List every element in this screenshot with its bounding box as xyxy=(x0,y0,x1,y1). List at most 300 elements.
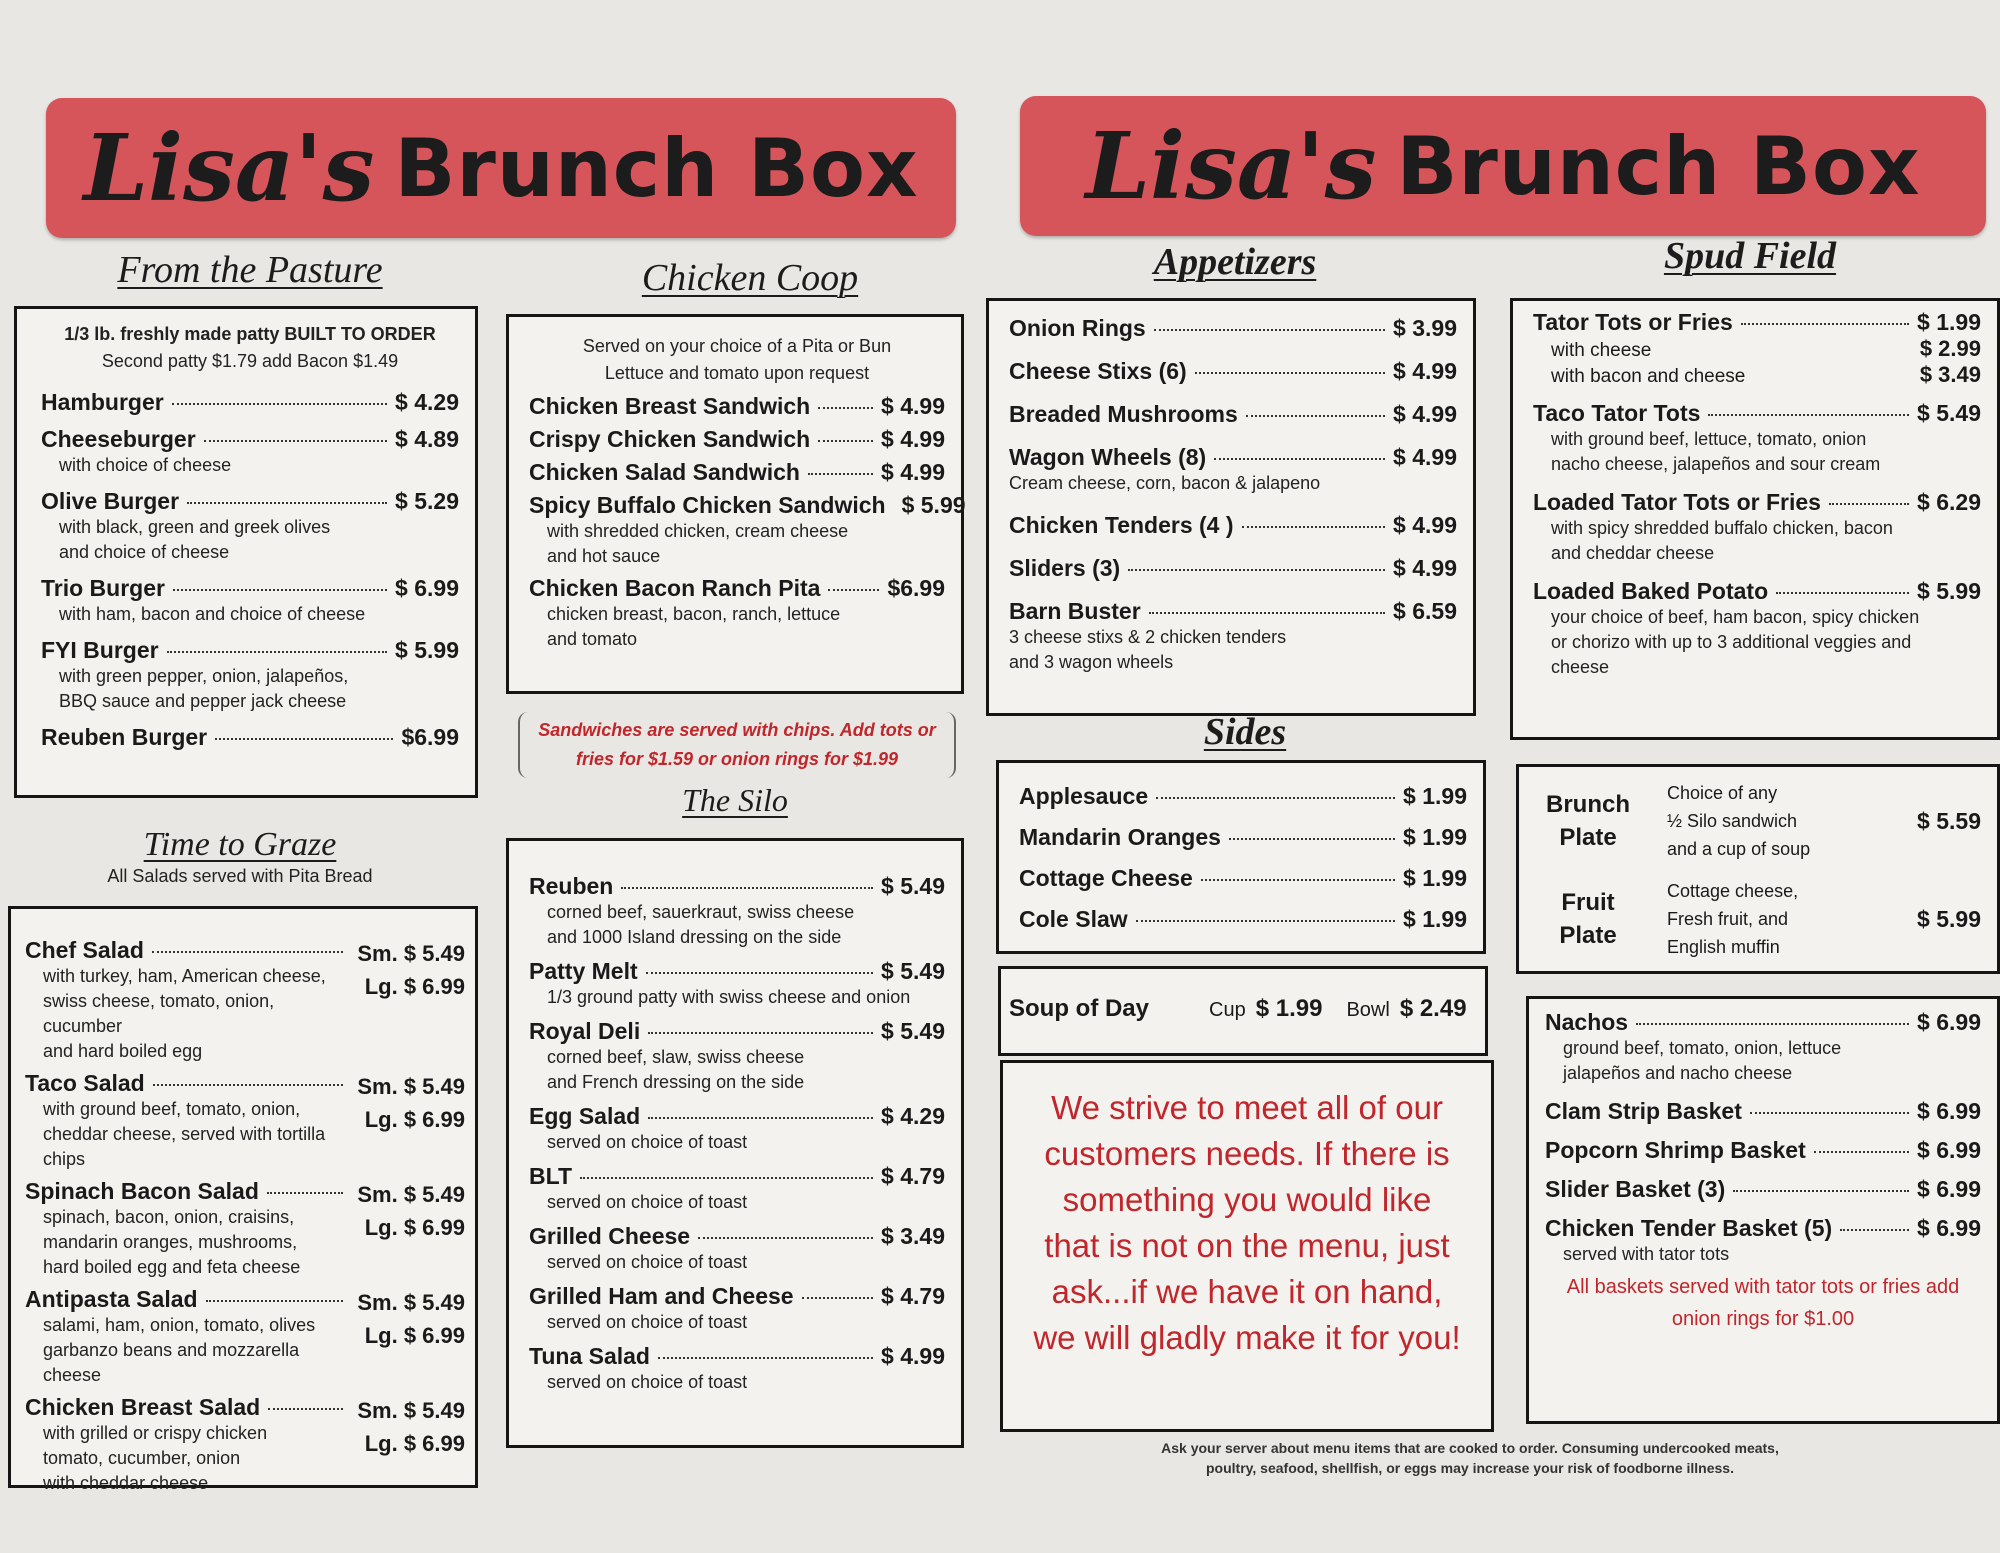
menu-item xyxy=(1545,1137,1981,1164)
menu-item-name: Chicken Tender Basket (5) xyxy=(1545,1215,1833,1241)
message-line: customers needs. If there is xyxy=(1044,1135,1450,1172)
pasture-list xyxy=(41,389,459,751)
dot-leader xyxy=(818,440,873,442)
appetizers-box xyxy=(986,298,1476,716)
menu-item-row xyxy=(1533,489,1981,516)
salad-item xyxy=(25,1178,465,1280)
menu-item-option xyxy=(1533,336,1981,362)
salad-prices xyxy=(357,1178,465,1280)
message-line: that is not on the menu, just xyxy=(1044,1227,1450,1264)
coop-intro-line: Lettuce and tomato upon request xyxy=(604,363,870,383)
dot-leader xyxy=(1829,503,1909,505)
menu-item-row xyxy=(1009,555,1457,582)
menu-item-price: $ 6.99 xyxy=(1917,1176,1981,1202)
menu-item-name: Loaded Tator Tots or Fries xyxy=(1533,489,1821,515)
menu-item-row xyxy=(529,1343,945,1370)
salad-small-price: Sm. $ 5.49 xyxy=(357,1398,465,1423)
baskets-note xyxy=(1545,1271,1981,1335)
salad-item xyxy=(25,937,465,1064)
menu-item-description: and 1000 Island dressing on the side xyxy=(547,927,842,947)
salad-small-price: Sm. $ 5.49 xyxy=(357,1182,465,1207)
menu-item xyxy=(529,1103,945,1155)
soup-cup-price: $ 1.99 xyxy=(1255,995,1323,1022)
salad-small-price: Sm. $ 5.49 xyxy=(357,1290,465,1315)
pasture-heading: From the Pasture xyxy=(117,249,383,291)
dot-leader xyxy=(818,407,873,409)
brand-script-name: Lisa's xyxy=(83,114,375,222)
menu-item-price: $ 5.99 xyxy=(395,637,459,663)
menu-item-row xyxy=(529,575,945,602)
menu-item-description: and 3 wagon wheels xyxy=(1009,652,1174,672)
menu-item xyxy=(529,958,945,1010)
menu-item xyxy=(41,637,459,714)
message xyxy=(1009,1085,1485,1361)
menu-item-row xyxy=(1009,401,1457,428)
menu-item-name: Grilled Ham and Cheese xyxy=(529,1283,794,1309)
menu-item-price: $ 5.49 xyxy=(881,873,945,899)
salad-description: with turkey, ham, American cheese, xyxy=(43,966,326,986)
coop-note xyxy=(518,712,956,778)
plate-price: $ 5.99 xyxy=(1917,905,1981,932)
dot-leader xyxy=(1195,372,1385,374)
coop-box xyxy=(506,314,964,694)
salad-description: mandarin oranges, mushrooms, xyxy=(43,1232,298,1252)
pasture-intro-line: Second patty $1.79 add Bacon $1.49 xyxy=(101,351,399,371)
coop-note-line: fries for $1.59 or onion rings for $1.99 xyxy=(575,749,899,769)
menu-item-row xyxy=(41,575,459,602)
menu-item-name: Chicken Bacon Ranch Pita xyxy=(529,575,821,601)
menu-item xyxy=(529,1283,945,1335)
soup-bowl-price: $ 2.49 xyxy=(1399,995,1467,1022)
menu-item-row xyxy=(1009,444,1457,471)
menu-item-description: or chorizo with up to 3 additional veggies and xyxy=(1551,632,1912,652)
coop-list xyxy=(529,393,966,652)
sides-list xyxy=(1019,783,1467,933)
appetizers-list xyxy=(1009,315,1457,675)
dot-leader xyxy=(808,473,873,475)
menu-item-price: $ 4.99 xyxy=(1393,401,1457,427)
pasture-box xyxy=(14,306,478,798)
menu-item-name: Crispy Chicken Sandwich xyxy=(529,426,811,452)
salad-large-price: Lg. $ 6.99 xyxy=(364,1323,465,1348)
menu-item xyxy=(41,389,459,416)
menu-item xyxy=(41,724,459,751)
salad-info xyxy=(25,937,351,1064)
menu-item-price: $ 4.99 xyxy=(1393,512,1457,538)
menu-item-row xyxy=(1019,865,1467,892)
menu-item-price: $ 4.99 xyxy=(881,1343,945,1369)
dot-leader xyxy=(1776,592,1909,594)
silo-box xyxy=(506,838,964,1448)
menu-item-row xyxy=(529,873,945,900)
plate-description-line: Cottage cheese, xyxy=(1667,881,1799,901)
menu-item-price: $ 1.99 xyxy=(1403,783,1467,809)
menu-item-price: $ 3.99 xyxy=(1393,315,1457,341)
menu-item-price: $ 6.99 xyxy=(1917,1009,1981,1035)
menu-item-name: Chicken Breast Sandwich xyxy=(529,393,811,419)
menu-item-description: corned beef, slaw, swiss cheese xyxy=(547,1047,805,1067)
dot-leader xyxy=(1733,1190,1909,1192)
salad-name: Taco Salad xyxy=(25,1070,145,1096)
menu-item xyxy=(529,426,945,453)
menu-item-price: $ 1.99 xyxy=(1403,824,1467,850)
menu-item-description: and choice of cheese xyxy=(59,542,230,562)
menu-item-description: corned beef, sauerkraut, swiss cheese xyxy=(547,902,855,922)
menu-item-description: with ham, bacon and choice of cheese xyxy=(59,604,366,624)
option-text: with bacon and cheese xyxy=(1551,366,1746,387)
menu-item-name: Wagon Wheels (8) xyxy=(1009,444,1207,470)
menu-item-name: Cheese Stixs (6) xyxy=(1009,358,1187,384)
plate-name-line: Plate xyxy=(1559,824,1617,851)
menu-item-row xyxy=(529,1018,945,1045)
salad-prices xyxy=(357,1286,465,1388)
menu-item xyxy=(1019,783,1467,810)
plate-name xyxy=(1529,788,1647,854)
menu-item-name: Loaded Baked Potato xyxy=(1533,578,1769,604)
plate-description xyxy=(1647,877,1917,961)
message-box xyxy=(1000,1060,1494,1432)
salad-name: Antipasta Salad xyxy=(25,1286,198,1312)
salad-info xyxy=(25,1070,351,1172)
menu-item xyxy=(529,1018,945,1095)
menu-item-row xyxy=(529,426,945,453)
dot-leader xyxy=(646,972,873,974)
soup-label: Soup of Day xyxy=(1009,995,1150,1022)
dot-leader xyxy=(204,440,387,442)
dot-leader xyxy=(172,403,387,405)
menu-item-price: $ 6.99 xyxy=(1917,1215,1981,1241)
dot-leader xyxy=(658,1357,873,1359)
menu-item-row xyxy=(529,393,945,420)
menu-item-price: $ 6.99 xyxy=(1917,1137,1981,1163)
menu-item xyxy=(1545,1215,1981,1267)
salad-description: with cheddar cheese xyxy=(43,1473,209,1493)
menu-item-row xyxy=(1019,906,1467,933)
menu-item-row xyxy=(1533,309,1981,336)
menu-item-price: $ 1.99 xyxy=(1403,906,1467,932)
graze-subheading: All Salads served with Pita Bread xyxy=(107,866,373,886)
message-line: something you would like xyxy=(1062,1181,1432,1218)
menu-item-price: $ 5.99 xyxy=(1917,578,1981,604)
menu-item xyxy=(1545,1009,1981,1086)
menu-item-description: nacho cheese, jalapeños and sour cream xyxy=(1551,454,1881,474)
menu-item-name: Cottage Cheese xyxy=(1019,865,1193,891)
salad-description: spinach, bacon, onion, craisins, xyxy=(43,1207,295,1227)
plates-box xyxy=(1516,764,2000,974)
option-text: with cheese xyxy=(1551,340,1652,361)
coop-intro-line: Served on your choice of a Pita or Bun xyxy=(582,336,892,356)
menu-item-row xyxy=(1545,1176,1981,1203)
graze-box xyxy=(8,906,478,1493)
menu-item-row xyxy=(1009,598,1457,625)
appetizers-heading: Appetizers xyxy=(1153,241,1317,283)
dot-leader xyxy=(1156,797,1395,799)
silo-list xyxy=(529,873,945,1395)
menu-item xyxy=(1009,358,1457,385)
menu-item-description: served on choice of toast xyxy=(547,1252,748,1272)
salad-large-price: Lg. $ 6.99 xyxy=(364,974,465,999)
plate-name-line: Plate xyxy=(1559,922,1617,949)
menu-item-description: with ground beef, lettuce, tomato, onion xyxy=(1551,429,1867,449)
dot-leader xyxy=(698,1237,873,1239)
salad-name-row xyxy=(25,1070,351,1097)
menu-item-price: $ 5.49 xyxy=(881,1018,945,1044)
menu-item xyxy=(1545,1098,1981,1125)
menu-item-name: Patty Melt xyxy=(529,958,638,984)
dot-leader xyxy=(1201,879,1395,881)
plate-description-line: Choice of any xyxy=(1667,783,1778,803)
menu-item-description: with black, green and greek olives xyxy=(59,517,331,537)
menu-item-row xyxy=(1533,578,1981,605)
menu-item-price: $ 6.99 xyxy=(395,575,459,601)
menu-item-price: $ 4.99 xyxy=(1393,444,1457,470)
dot-leader xyxy=(1229,838,1395,840)
menu-item-row xyxy=(41,389,459,416)
soup-box xyxy=(998,966,1488,1056)
soup-cup-label: Cup xyxy=(1209,999,1246,1021)
pasture-intro-line: 1/3 lb. freshly made patty BUILT TO ORDER xyxy=(64,324,436,344)
dot-leader xyxy=(1149,612,1385,614)
menu-item-row xyxy=(1019,783,1467,810)
menu-item-price: $ 4.99 xyxy=(881,459,945,485)
salad-prices xyxy=(357,1394,465,1496)
menu-item xyxy=(529,459,945,486)
menu-item-name: Tuna Salad xyxy=(529,1343,650,1369)
menu-item-description: chicken breast, bacon, ranch, lettuce xyxy=(547,604,841,624)
plates-list xyxy=(1529,779,1981,961)
menu-item-description: and hot sauce xyxy=(547,546,661,566)
dot-leader xyxy=(1214,458,1385,460)
menu-item-price: $ 5.29 xyxy=(395,488,459,514)
spud-list xyxy=(1533,309,1981,680)
dot-leader xyxy=(1154,329,1385,331)
dot-leader xyxy=(1840,1229,1909,1231)
menu-item-row xyxy=(1019,824,1467,851)
plate-description-line: English muffin xyxy=(1667,937,1780,957)
salad-description: and hard boiled egg xyxy=(43,1041,203,1061)
menu-item-description: jalapeños and nacho cheese xyxy=(1563,1063,1793,1083)
menu-item-price: $ 4.29 xyxy=(881,1103,945,1129)
menu-item-name: Slider Basket (3) xyxy=(1545,1176,1726,1202)
menu-item-name: Breaded Mushrooms xyxy=(1009,401,1238,427)
menu-item-price: $ 5.99 xyxy=(901,492,966,518)
menu-item-name: Egg Salad xyxy=(529,1103,641,1129)
salad-description: with ground beef, tomato, onion, xyxy=(43,1099,301,1119)
menu-item-description: with choice of cheese xyxy=(59,455,232,475)
salad-name-row xyxy=(25,937,351,964)
menu-item xyxy=(1019,906,1467,933)
dot-leader xyxy=(1636,1023,1909,1025)
dot-leader xyxy=(1246,415,1385,417)
menu-item-row xyxy=(529,1283,945,1310)
salad-info xyxy=(25,1394,351,1496)
menu-item-price: $ 4.79 xyxy=(881,1283,945,1309)
menu-item-price: $ 4.99 xyxy=(1393,555,1457,581)
menu-item-description: and French dressing on the side xyxy=(547,1072,805,1092)
spud-box xyxy=(1510,298,2000,740)
dot-leader xyxy=(1741,323,1909,325)
menu-item-description: served with tator tots xyxy=(1563,1244,1730,1264)
menu-item-name: Cole Slaw xyxy=(1019,906,1128,932)
brand-script-name: Lisa's xyxy=(1085,112,1377,220)
menu-item xyxy=(1533,309,1981,388)
dot-leader xyxy=(621,887,873,889)
menu-item-row xyxy=(1009,512,1457,539)
menu-item-name: Chicken Tenders (4 ) xyxy=(1009,512,1234,538)
menu-item-description: 1/3 ground patty with swiss cheese and onion xyxy=(547,987,911,1007)
dot-leader xyxy=(173,589,387,591)
baskets-note-line: All baskets served with tator tots or fries add xyxy=(1566,1276,1960,1298)
menu-item-price: $ 4.89 xyxy=(395,426,459,452)
menu-item xyxy=(1545,1176,1981,1203)
dot-leader xyxy=(1242,526,1386,528)
dot-leader xyxy=(153,1084,344,1086)
menu-item-name: Reuben Burger xyxy=(41,724,208,750)
menu-item-row xyxy=(41,488,459,515)
salad-description: swiss cheese, tomato, onion, cucumber xyxy=(43,991,275,1036)
salad-description: salami, ham, onion, tomato, olives xyxy=(43,1315,316,1335)
menu-item-description: cheese xyxy=(1551,657,1610,677)
salad-description: with grilled or crispy chicken xyxy=(43,1423,268,1443)
dot-leader xyxy=(187,502,387,504)
menu-item-row xyxy=(1009,315,1457,342)
menu-item-description: with spicy shredded buffalo chicken, bacon xyxy=(1551,518,1893,538)
menu-item-name: Chicken Salad Sandwich xyxy=(529,459,800,485)
salad-small-price: Sm. $ 5.49 xyxy=(357,941,465,966)
plate-description-line: and a cup of soup xyxy=(1667,839,1811,859)
dot-leader xyxy=(268,1408,343,1410)
menu-item xyxy=(41,426,459,478)
salad-item xyxy=(25,1286,465,1388)
menu-item-price: $6.99 xyxy=(887,575,945,601)
salad-name: Chef Salad xyxy=(25,937,144,963)
option-price: $ 2.99 xyxy=(1919,336,1981,361)
menu-item-description: and tomato xyxy=(547,629,638,649)
menu-item-description: with green pepper, onion, jalapeños, xyxy=(59,666,349,686)
salad-prices xyxy=(357,1070,465,1172)
menu-item-row xyxy=(41,724,459,751)
menu-item-price: $ 5.49 xyxy=(881,958,945,984)
menu-item-name: FYI Burger xyxy=(41,637,159,663)
menu-item xyxy=(529,575,945,652)
salad-description: cheddar cheese, served with tortilla chips xyxy=(43,1124,326,1169)
menu-item-name: Onion Rings xyxy=(1009,315,1146,341)
menu-item-description: your choice of beef, ham bacon, spicy chicken xyxy=(1551,607,1920,627)
menu-item xyxy=(1009,555,1457,582)
plate-item xyxy=(1529,877,1981,961)
menu-item-name: Popcorn Shrimp Basket xyxy=(1545,1137,1806,1163)
plate-description xyxy=(1647,779,1917,863)
menu-item-description: ground beef, tomato, onion, lettuce xyxy=(1563,1038,1842,1058)
menu-item-row xyxy=(529,1163,945,1190)
dot-leader xyxy=(580,1177,873,1179)
menu-item-price: $ 4.99 xyxy=(1393,358,1457,384)
coop-note-line: Sandwiches are served with chips. Add tots or xyxy=(538,720,936,740)
menu-item-name: Clam Strip Basket xyxy=(1545,1098,1742,1124)
spud-heading: Spud Field xyxy=(1663,235,1837,277)
menu-item-description: served on choice of toast xyxy=(547,1312,748,1332)
menu-item xyxy=(529,492,966,569)
plate-name-line: Brunch xyxy=(1546,791,1630,818)
menu-item-description: served on choice of toast xyxy=(547,1372,748,1392)
dot-leader xyxy=(1136,920,1395,922)
plate-name xyxy=(1529,886,1647,952)
salad-large-price: Lg. $ 6.99 xyxy=(364,1107,465,1132)
menu-item xyxy=(529,1163,945,1215)
menu-item-row xyxy=(41,637,459,664)
menu-item-row xyxy=(1009,358,1457,385)
message-line: we will gladly make it for you! xyxy=(1033,1319,1461,1356)
menu-item xyxy=(1009,598,1457,675)
menu-item xyxy=(1533,400,1981,477)
menu-item-name: Trio Burger xyxy=(41,575,165,601)
menu-item-price: $ 1.99 xyxy=(1403,865,1467,891)
dot-leader xyxy=(1814,1151,1909,1153)
menu-item-name: Hamburger xyxy=(41,389,164,415)
menu-item-row xyxy=(1545,1009,1981,1036)
menu-item-name: Reuben xyxy=(529,873,614,899)
message-line: We strive to meet all of our xyxy=(1051,1089,1443,1126)
menu-item-row xyxy=(1545,1137,1981,1164)
menu-item xyxy=(1533,578,1981,680)
menu-item-price: $ 6.99 xyxy=(1917,1098,1981,1124)
left-banner xyxy=(46,98,956,238)
food-safety-notice xyxy=(1080,1438,1860,1478)
message-line: ask...if we have it on hand, xyxy=(1051,1273,1443,1310)
menu-item-name: Barn Buster xyxy=(1009,598,1141,624)
dot-leader xyxy=(828,589,879,591)
menu-item-name: Spicy Buffalo Chicken Sandwich xyxy=(529,492,886,518)
salad-name-row xyxy=(25,1286,351,1313)
menu-item xyxy=(529,1343,945,1395)
salad-name: Chicken Breast Salad xyxy=(25,1394,261,1420)
menu-item-description: 3 cheese stixs & 2 chicken tenders xyxy=(1009,627,1287,647)
dot-leader xyxy=(648,1117,873,1119)
salad-name-row xyxy=(25,1394,351,1421)
right-banner xyxy=(1020,96,1986,236)
food-safety-line: Ask your server about menu items that are cooked to order. Consuming undercooked meats, xyxy=(1161,1440,1779,1456)
menu-item-description: served on choice of toast xyxy=(547,1132,748,1152)
menu-item xyxy=(1009,444,1457,496)
brand-name: Brunch Box xyxy=(394,121,919,215)
menu-item xyxy=(529,393,945,420)
menu-item-name: Applesauce xyxy=(1019,783,1149,809)
menu-item-price: $ 5.49 xyxy=(1917,400,1981,426)
menu-item-name: Cheeseburger xyxy=(41,426,196,452)
menu-item-name: Olive Burger xyxy=(41,488,180,514)
dot-leader xyxy=(1128,569,1385,571)
menu-item xyxy=(1019,824,1467,851)
graze-heading: Time to Graze xyxy=(143,826,337,863)
menu-item-name: Tator Tots or Fries xyxy=(1533,309,1733,335)
menu-item xyxy=(529,873,945,950)
menu-item-row xyxy=(1545,1215,1981,1242)
brand-name: Brunch Box xyxy=(1396,119,1921,213)
menu-item-row xyxy=(529,492,966,519)
menu-item-price: $ 4.99 xyxy=(881,426,945,452)
menu-item-row xyxy=(41,426,459,453)
dot-leader xyxy=(206,1300,344,1302)
salad-description: tomato, cucumber, onion xyxy=(43,1448,241,1468)
coop-heading: Chicken Coop xyxy=(641,257,859,299)
menu-item-name: Sliders (3) xyxy=(1009,555,1121,581)
menu-item xyxy=(1009,512,1457,539)
dot-leader xyxy=(152,951,343,953)
menu-item xyxy=(41,575,459,627)
menu-item xyxy=(1019,865,1467,892)
baskets-note-line: onion rings for $1.00 xyxy=(1671,1308,1855,1330)
menu-item-price: $ 3.49 xyxy=(881,1223,945,1249)
